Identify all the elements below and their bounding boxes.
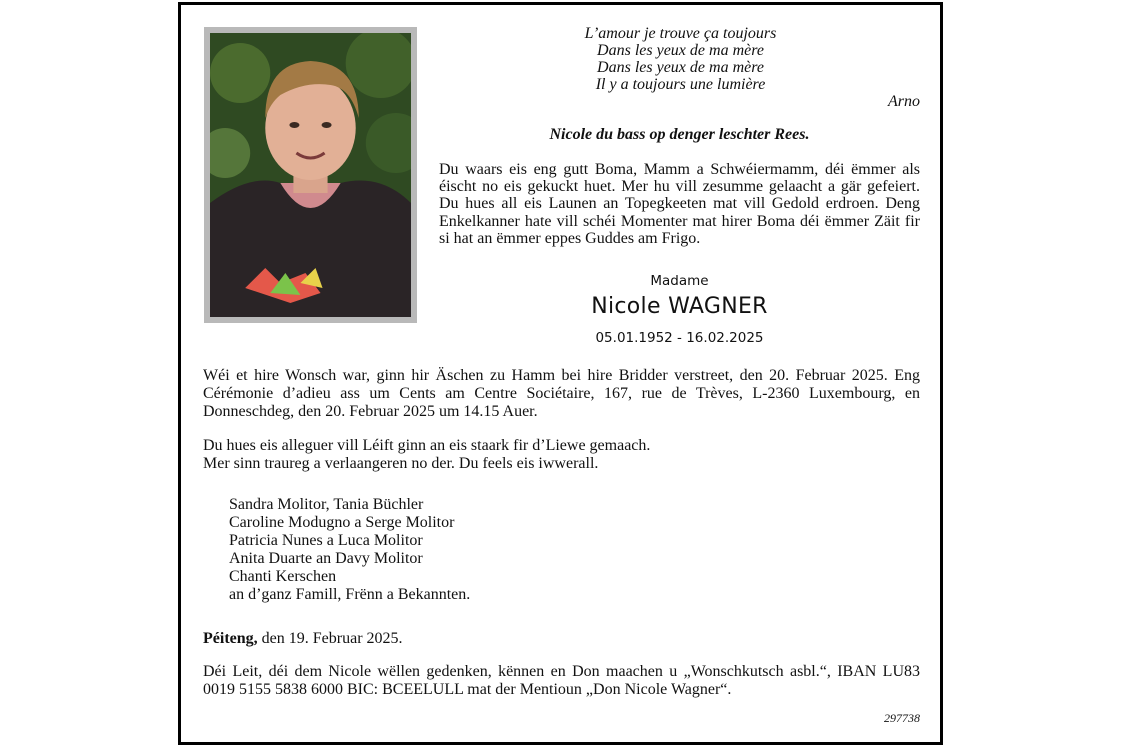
ceremony-paragraph: Wéi et hire Wonsch war, ginn hir Äschen zu Hamm bei hire Bridder verstreet, den 20. Februar 2025. Eng Cérémonie d’adieu ass um Cents am Centre Sociétaire, 167, rue de Trèves, L-2360 Luxembourg, en Donneschdeg, den 20. Februar 2025 um 14.15 Auer. bbox=[203, 367, 920, 420]
mourner-entry: an d’ganz Famill, Frënn a Bekannten. bbox=[229, 586, 471, 603]
portrait-photo-frame bbox=[204, 27, 417, 323]
title-prefix: Madame bbox=[650, 273, 709, 289]
poem-author: Arno bbox=[888, 93, 920, 110]
place-date-text: den 19. Februar 2025. bbox=[257, 630, 403, 647]
mourner-entry: Chanti Kerschen bbox=[229, 568, 337, 585]
poem-line: Il y a toujours une lumière bbox=[595, 76, 766, 93]
headline: Nicole du bass op denger leschter Rees. bbox=[549, 126, 810, 143]
mourner-entry: Patricia Nunes a Luca Molitor bbox=[229, 532, 423, 549]
poem bbox=[441, 25, 920, 93]
donation-paragraph: Déi Leit, déi dem Nicole wëllen gedenken, kënnen en Don maachen u „Wonschkutsch asbl.“, IBAN LU83 0019 5155 5838 6000 BIC: BCEELULL mat der Mentioun „Don Nicole Wagner“. bbox=[203, 663, 920, 698]
place-date bbox=[203, 630, 403, 648]
portrait-photo bbox=[210, 33, 411, 317]
life-dates: 05.01.1952 - 16.02.2025 bbox=[595, 330, 764, 346]
tribute-paragraph: Du waars eis eng gutt Boma, Mamm a Schwéiermamm, déi ëmmer als éischt no eis gekuckt huet. Mer hu vill zesumme gelaacht a gär gefeiert. Du hues all eis Launen an Topegkeeten mat vill Gedold erdroen. Deng Enkelkanner hate vill schéi Momenter mat hirer Boma déi ëmmer Zäit fir si hat an ëmmer eppes Guddes am Frigo. bbox=[439, 161, 920, 247]
mourner-entry: Sandra Molitor, Tania Büchler bbox=[229, 496, 424, 513]
farewell-paragraph bbox=[203, 437, 920, 473]
mourner-entry: Anita Duarte an Davy Molitor bbox=[229, 550, 423, 567]
poem-line: Dans les yeux de ma mère bbox=[597, 42, 764, 59]
farewell-line: Du hues eis alleguer vill Léift ginn an eis staark fir d’Liewe gemaach. bbox=[203, 437, 651, 454]
mourner-entry: Caroline Modugno a Serge Molitor bbox=[229, 514, 455, 531]
deceased-name: Nicole WAGNER bbox=[591, 294, 768, 319]
poem-line: Dans les yeux de ma mère bbox=[597, 59, 764, 76]
farewell-line: Mer sinn traureg a verlaangeren no der. Du feels eis iwwerall. bbox=[203, 455, 599, 472]
reference-number: 297738 bbox=[884, 711, 920, 725]
poem-line: L’amour je trouve ça toujours bbox=[584, 25, 777, 42]
mourners-list bbox=[229, 496, 470, 604]
place-city: Péiteng, bbox=[203, 630, 258, 647]
obituary-notice bbox=[178, 2, 943, 745]
